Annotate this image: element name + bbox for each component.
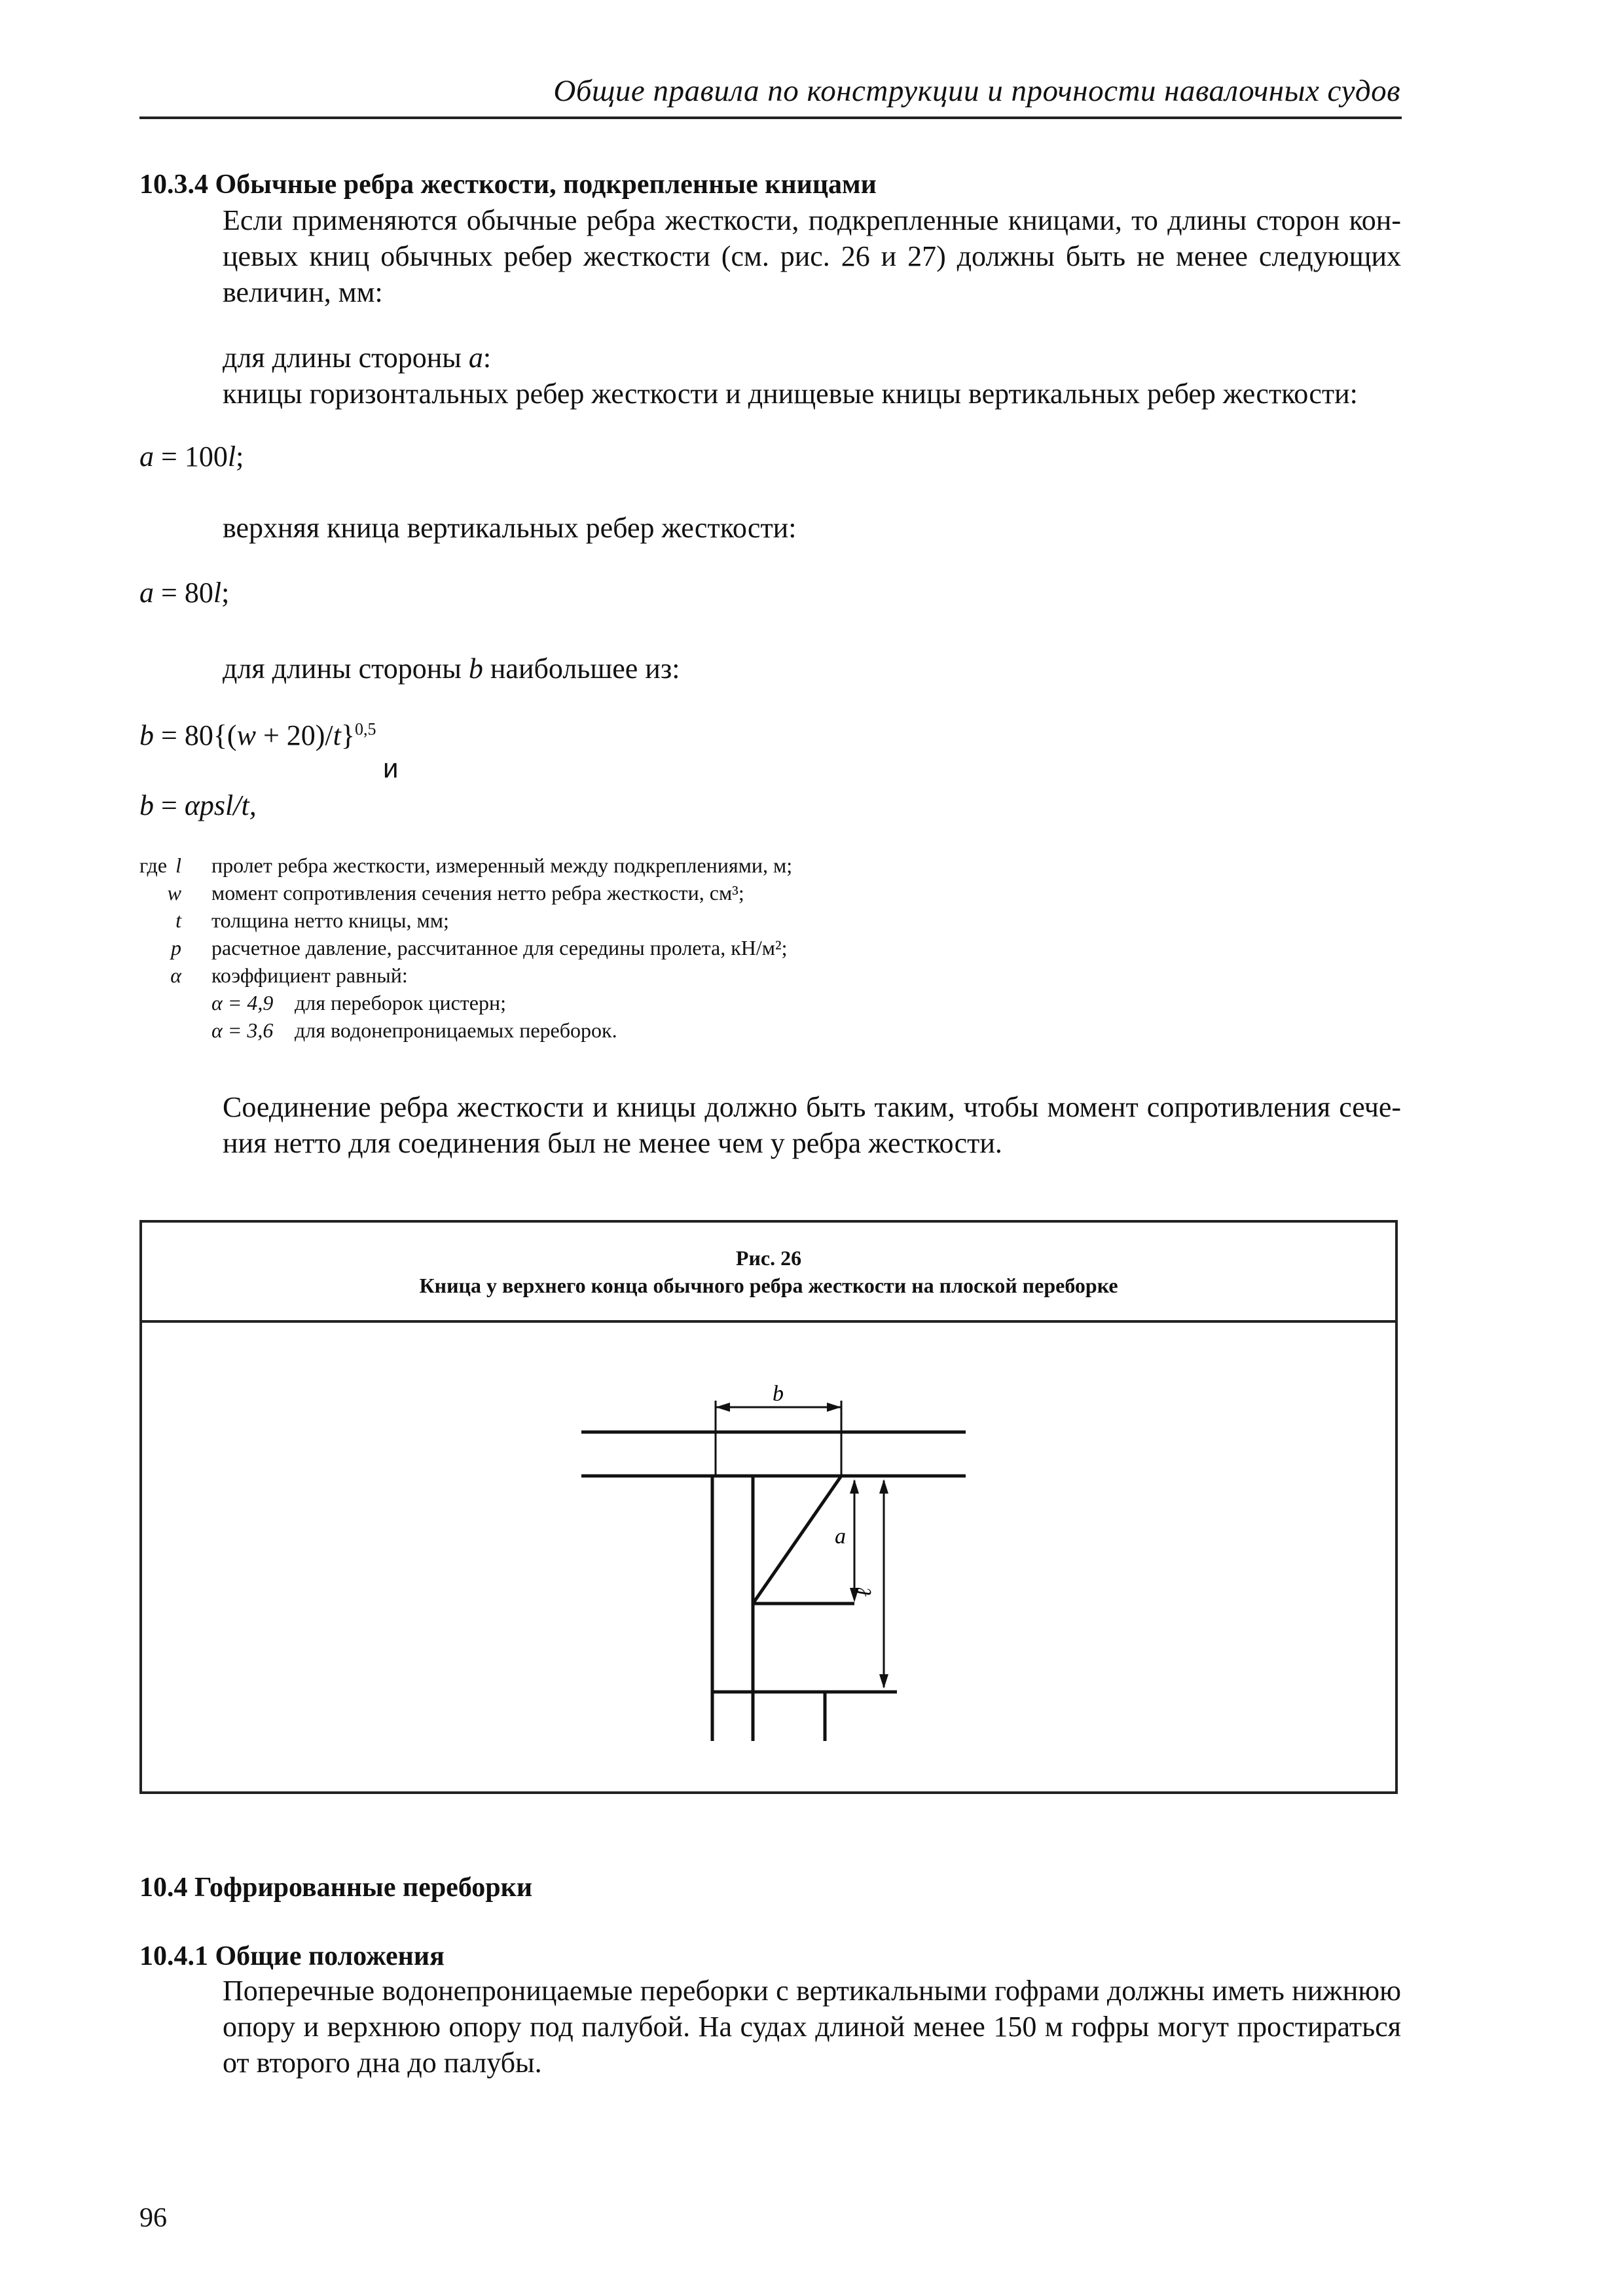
eq-part: = 80{( (161, 719, 237, 751)
eq-value: = 100 (161, 440, 228, 473)
label-l: ℓ (852, 1587, 876, 1597)
def-text: толщина нетто кницы, мм; (211, 908, 449, 932)
header-rule (139, 117, 1402, 119)
side-b-symbol: b (468, 653, 483, 685)
eq-end: ; (221, 577, 230, 609)
running-header: Общие правила по конструкции и прочности навалочных судов (553, 74, 1400, 108)
side-b-text: для длины стороны (223, 653, 462, 685)
figure-caption-separator (139, 1320, 1398, 1323)
eq-end: ; (236, 440, 244, 473)
paragraph-line: величин, мм: (223, 276, 383, 308)
eq-var-w: w (236, 719, 256, 751)
eq-symbol: a (139, 577, 154, 609)
paragraph-line: ния нетто для соединения был не менее чем у ребра жесткости. (223, 1127, 1002, 1159)
paragraph-line: Соединение ребра жесткости и кницы должно быть таким, чтобы момент сопротивления сече- (223, 1091, 1401, 1123)
eq-value: = 80 (161, 577, 213, 609)
paragraph-line: опору и верхнюю опору под палубой. На судах длиной менее 150 м гофры могут простираться (223, 2011, 1401, 2043)
bracket-drawing (556, 1361, 982, 1767)
brackets-horizontal-text: кницы горизонтальных ребер жесткости и днищевые кницы вертикальных ребер жесткости: (223, 378, 1358, 410)
paragraph-line: Если применяются обычные ребра жесткости, подкрепленные кницами, то длины сторон кон- (223, 204, 1401, 236)
where-word: где (139, 853, 168, 877)
paragraph-line: от второго дна до палубы. (223, 2047, 542, 2079)
paragraph-line: цевых книц обычных ребер жесткости (см. рис. 26 и 27) должны быть не менее следующих (223, 240, 1401, 272)
eq-exponent: 0,5 (355, 719, 376, 739)
def-symbol: w (167, 881, 181, 905)
arrow-icon (827, 1403, 841, 1412)
page-number: 96 (139, 2203, 167, 2233)
label-a: a (835, 1524, 846, 1549)
def-text: момент сопротивления сечения нетто ребра жесткости, см³; (211, 881, 744, 905)
def-text: расчетное давление, рассчитанное для середины пролета, кН/м²; (211, 936, 788, 960)
arrow-icon (879, 1479, 888, 1494)
eq-equals: = (161, 789, 177, 821)
eq-symbol: a (139, 440, 154, 473)
eq-var: l (227, 440, 236, 473)
equation-a-100l (139, 440, 244, 473)
label-b: b (773, 1382, 784, 1406)
def-text: коэффициент равный: (211, 963, 408, 987)
def-text: пролет ребра жесткости, измеренный между подкреплениями, м; (211, 853, 793, 877)
alpha-value: α = 3,6 (211, 1018, 274, 1042)
alpha-value: α = 4,9 (211, 991, 274, 1014)
eq-var: l (213, 577, 222, 609)
equation-a-80l (139, 576, 229, 609)
alpha-text: для переборок цистерн; (295, 991, 506, 1014)
figure-number: Рис. 26 (735, 1246, 802, 1270)
arrow-icon (716, 1403, 730, 1412)
side-b-rest: наибольшее из: (490, 653, 680, 685)
arrow-icon (879, 1674, 888, 1689)
side-a-symbol: a (468, 342, 483, 374)
arrow-icon (850, 1479, 859, 1494)
def-symbol: p (171, 936, 181, 960)
and-word: и (383, 753, 399, 783)
side-a-text: для длины стороны (223, 342, 462, 374)
def-symbol: t (175, 908, 181, 932)
equation-b-alpha (139, 789, 257, 822)
side-a-colon: : (483, 342, 492, 374)
eq-part: + 20)/ (255, 719, 333, 751)
side-b-intro (223, 648, 680, 690)
section-heading-10-4: 10.4 Гофрированные переборки (139, 1873, 533, 1903)
paragraph-line: Поперечные водонепроницаемые переборки с вертикальными гофрами должны иметь нижнюю (223, 1975, 1401, 2007)
upper-bracket-text: верхняя кница вертикальных ребер жесткости: (223, 512, 797, 544)
eq-symbol: b (139, 789, 154, 821)
equation-b-80 (139, 719, 376, 752)
eq-formula: αpsl/t, (184, 789, 257, 821)
eq-part: } (340, 719, 356, 751)
def-symbol: l (175, 853, 181, 877)
section-heading-10-3-4: 10.3.4 Обычные ребра жесткости, подкрепленные кницами (139, 170, 877, 200)
eq-symbol: b (139, 719, 154, 751)
figure-caption: Кница у верхнего конца обычного ребра жесткости на плоской переборке (419, 1274, 1118, 1297)
alpha-text: для водонепроницаемых переборок. (295, 1018, 617, 1042)
section-heading-10-4-1: 10.4.1 Общие положения (139, 1941, 445, 1971)
bracket-edge (753, 1476, 841, 1604)
eq-var-t: t (333, 719, 341, 751)
def-symbol: α (170, 963, 181, 987)
